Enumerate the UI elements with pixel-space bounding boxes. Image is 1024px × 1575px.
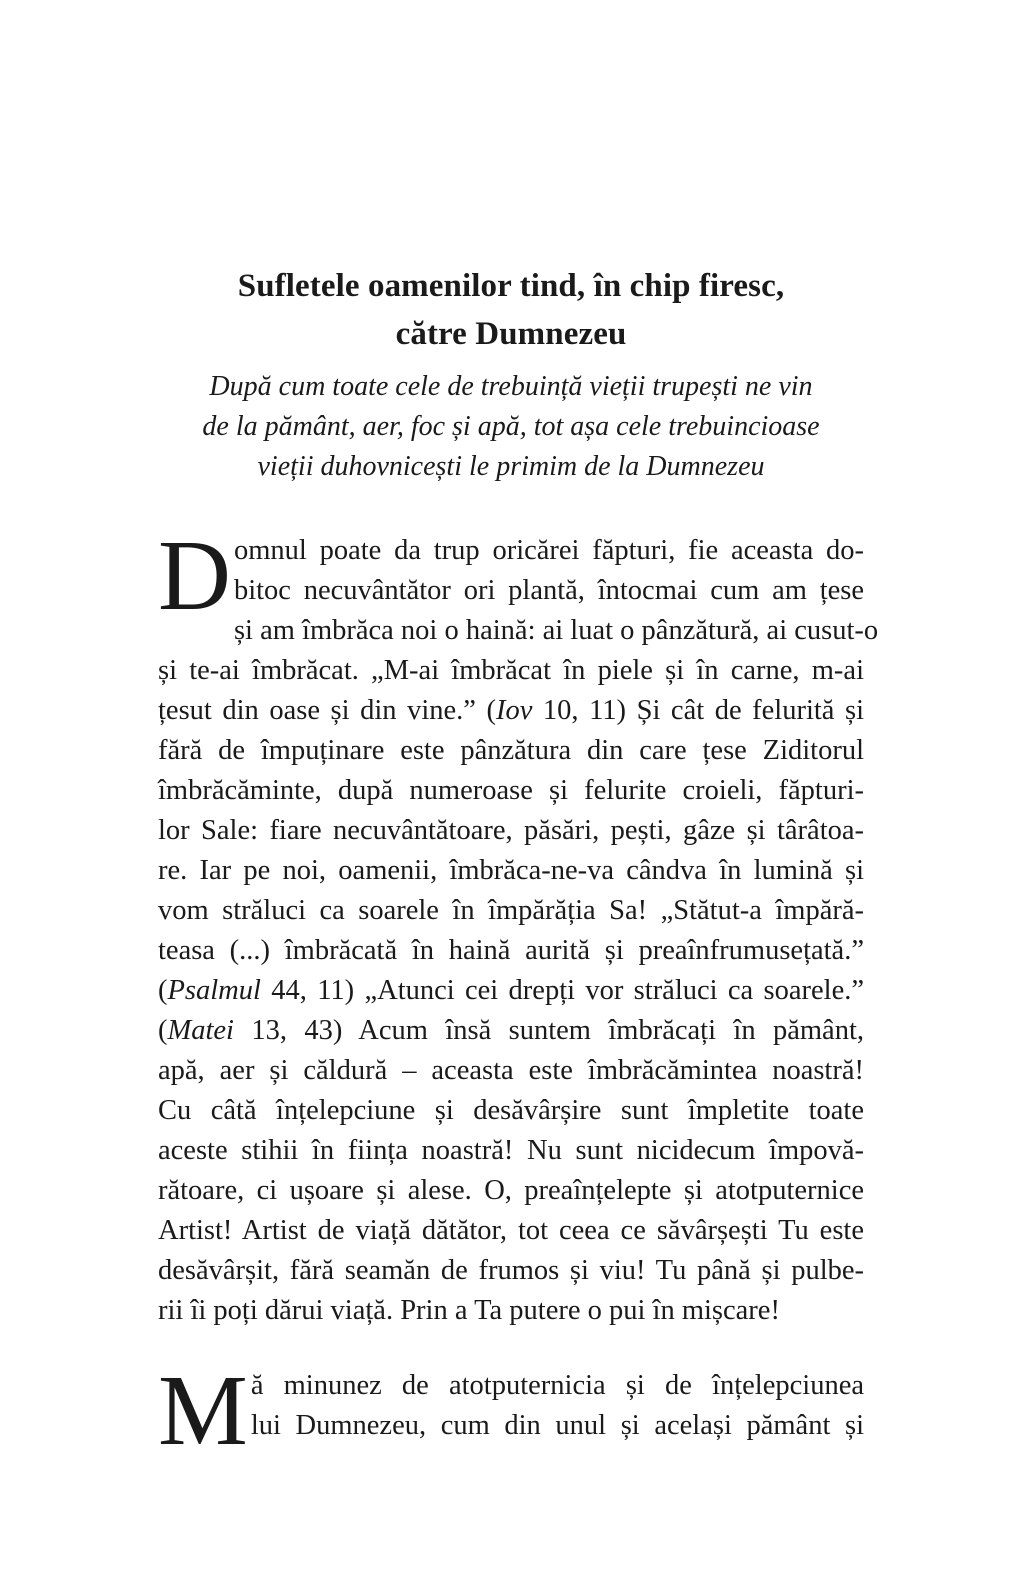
text-line: lor Sale: fiare necuvântătoare, păsări, pești, gâze și târâtoa- — [158, 815, 864, 846]
text-line: rătoare, ci ușoare și alese. O, preaînțelepte și atotputernice — [158, 1175, 864, 1206]
chapter-subtitle-line: de la pământ, aer, foc și apă, tot așa cele trebuincioase — [202, 411, 820, 442]
scripture-reference: Iov — [495, 695, 533, 726]
drop-cap: D — [158, 519, 231, 631]
chapter-title-line: către Dumnezeu — [395, 316, 627, 352]
page-content — [158, 262, 879, 1466]
text-line: apă, aer și căldură – aceasta este îmbrăcămintea noastră! — [158, 1055, 864, 1086]
text-line: ă minunez de atotputernicia și de înțelepciunea — [250, 1370, 864, 1401]
chapter-subtitle-line: vieții duhovnicești le primim de la Dumnezeu — [257, 451, 765, 482]
text-line: îmbrăcăminte, după numeroase și felurite croieli, făpturi- — [158, 775, 864, 806]
body-paragraph — [158, 519, 879, 1331]
text-segment: 13, 43) Acum însă suntem îmbrăcați în pământ, — [233, 1015, 864, 1046]
text-line — [158, 971, 864, 1011]
text-line: Cu câtă înțelepciune și desăvârșire sunt împletite toate — [158, 1095, 864, 1126]
text-line: aceste stihii în ființa noastră! Nu sunt nicidecum împovă- — [158, 1135, 864, 1166]
text-segment: ( — [158, 1015, 168, 1046]
drop-cap: M — [158, 1354, 248, 1466]
text-line: și te-ai îmbrăcat. „M-ai îmbrăcat în piele și în carne, m-ai — [158, 655, 864, 686]
body-paragraph — [158, 1354, 864, 1466]
text-segment: 10, 11) Și cât de felurită și — [532, 695, 864, 726]
text-segment: ( — [158, 975, 168, 1006]
chapter-title-line: Sufletele oamenilor tind, în chip firesc, — [237, 268, 785, 304]
text-line: bitoc necuvântător ori plantă, întocmai cum am țese — [233, 575, 864, 606]
scripture-reference: Matei — [167, 1015, 234, 1046]
text-line: re. Iar pe noi, oamenii, îmbrăca-ne-va cândva în lumină și — [158, 855, 864, 886]
chapter-subtitle-line: După cum toate cele de trebuință vieții trupești ne vin — [209, 371, 813, 402]
chapter-title — [158, 262, 864, 358]
text-segment: țesut din oase și din vine.” ( — [158, 695, 496, 726]
text-line: fără de împuținare este pânzătura din care țese Ziditorul — [158, 735, 864, 766]
text-segment: 44, 11) „Atunci cei drepți vor străluci ca soarele.” — [260, 975, 864, 1006]
text-line: și am îmbrăca noi o haină: ai luat o pânzătură, ai cusut-o — [233, 615, 879, 646]
scripture-reference: Psalmul — [167, 975, 261, 1006]
text-line: desăvârșit, fără seamăn de frumos și viu! Tu până și pulbe- — [158, 1255, 864, 1286]
text-line: omnul poate da trup oricărei făpturi, fie aceasta do- — [233, 535, 864, 566]
chapter-subtitle — [158, 367, 864, 487]
text-line — [158, 691, 864, 731]
text-line: teasa (...) îmbrăcată în haină aurită și preaînfrumusețată.” — [158, 935, 864, 966]
text-line: vom străluci ca soarele în împărăția Sa! „Stătut-a împără- — [158, 895, 864, 926]
text-line: rii îi poți dărui viață. Prin a Ta putere o pui în mișcare! — [158, 1295, 780, 1326]
text-line: Artist! Artist de viață dătător, tot ceea ce săvârșești Tu este — [158, 1215, 864, 1246]
text-line — [158, 1011, 864, 1051]
text-line: lui Dumnezeu, cum din unul și același pământ și — [250, 1410, 864, 1441]
